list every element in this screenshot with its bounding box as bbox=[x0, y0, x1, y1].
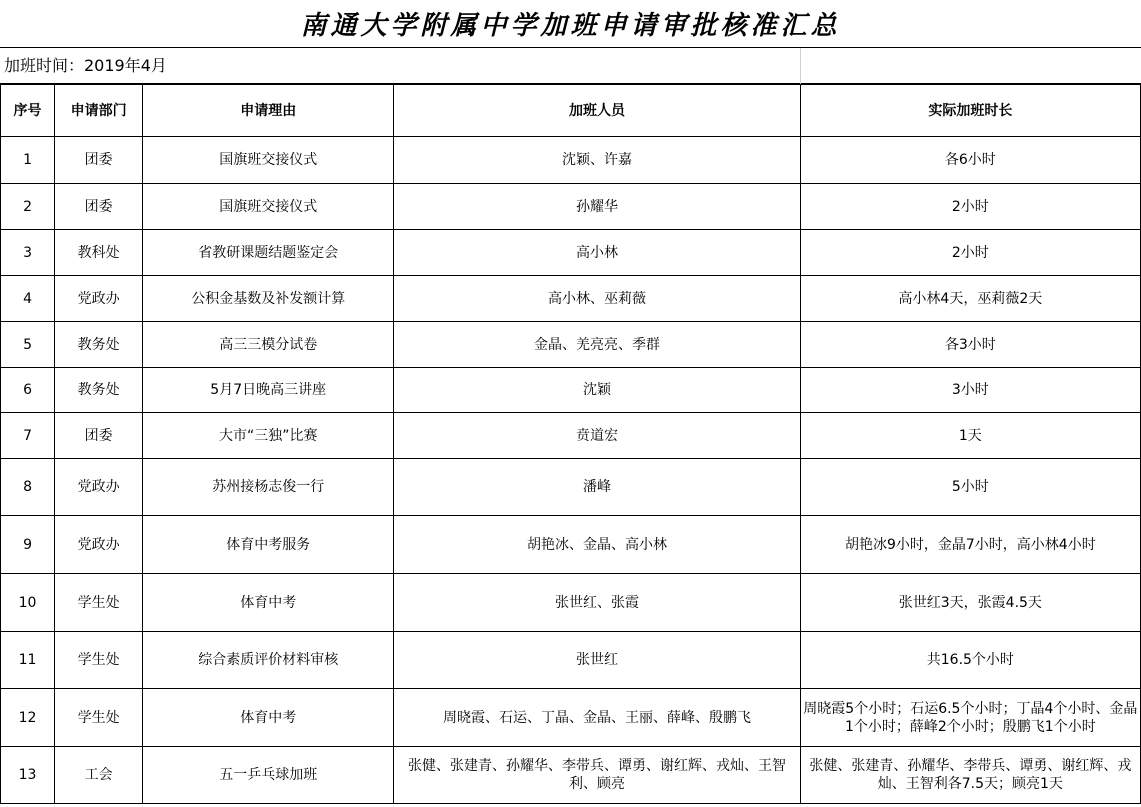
header-hours: 实际加班时长 bbox=[800, 85, 1140, 137]
cell-no: 3 bbox=[1, 230, 55, 276]
cell-dept: 团委 bbox=[55, 413, 143, 459]
cell-reason: 省教研课题结题鉴定会 bbox=[143, 230, 394, 276]
cell-staff: 孙耀华 bbox=[394, 184, 800, 230]
cell-no: 5 bbox=[1, 322, 55, 368]
cell-hours: 共16.5个小时 bbox=[800, 632, 1140, 689]
cell-no: 8 bbox=[1, 459, 55, 516]
cell-no: 9 bbox=[1, 516, 55, 574]
cell-reason: 国旗班交接仪式 bbox=[143, 137, 394, 184]
table-row bbox=[1, 322, 1141, 368]
cell-staff: 高小林、巫莉薇 bbox=[394, 276, 800, 322]
table-row bbox=[1, 632, 1141, 689]
table-row bbox=[1, 137, 1141, 184]
cell-no: 12 bbox=[1, 689, 55, 747]
cell-dept: 工会 bbox=[55, 747, 143, 804]
cell-no: 6 bbox=[1, 368, 55, 413]
cell-dept: 学生处 bbox=[55, 632, 143, 689]
sheet-title: 南通大学附属中学加班申请审批核准汇总 bbox=[300, 11, 841, 41]
cell-staff: 贲道宏 bbox=[394, 413, 800, 459]
cell-hours: 1天 bbox=[800, 413, 1140, 459]
cell-reason: 苏州接杨志俊一行 bbox=[143, 459, 394, 516]
cell-staff: 潘峰 bbox=[394, 459, 800, 516]
cell-hours: 胡艳冰9小时，金晶7小时，高小林4小时 bbox=[800, 516, 1140, 574]
cell-hours: 各3小时 bbox=[800, 322, 1140, 368]
table-row bbox=[1, 413, 1141, 459]
table-row bbox=[1, 574, 1141, 632]
cell-no: 7 bbox=[1, 413, 55, 459]
cell-reason: 公积金基数及补发额计算 bbox=[143, 276, 394, 322]
cell-hours: 5小时 bbox=[800, 459, 1140, 516]
header-staff: 加班人员 bbox=[394, 85, 800, 137]
cell-hours: 各6小时 bbox=[800, 137, 1140, 184]
cell-hours: 高小林4天，巫莉薇2天 bbox=[800, 276, 1140, 322]
cell-reason: 体育中考 bbox=[143, 574, 394, 632]
cell-staff: 张世红、张霞 bbox=[394, 574, 800, 632]
header-dept: 申请部门 bbox=[55, 85, 143, 137]
table-row bbox=[1, 276, 1141, 322]
cell-reason: 5月7日晚高三讲座 bbox=[143, 368, 394, 413]
cell-dept: 党政办 bbox=[55, 459, 143, 516]
cell-reason: 大市“三独”比赛 bbox=[143, 413, 394, 459]
table-row bbox=[1, 459, 1141, 516]
cell-no: 10 bbox=[1, 574, 55, 632]
cell-hours: 2小时 bbox=[800, 230, 1140, 276]
cell-no: 11 bbox=[1, 632, 55, 689]
table-row bbox=[1, 747, 1141, 804]
cell-staff: 周晓霞、石运、丁晶、金晶、王丽、薛峰、殷鹏飞 bbox=[394, 689, 800, 747]
overtime-table bbox=[0, 84, 1141, 804]
cell-divider bbox=[800, 48, 801, 84]
cell-dept: 教务处 bbox=[55, 322, 143, 368]
cell-dept: 团委 bbox=[55, 184, 143, 230]
cell-hours: 2小时 bbox=[800, 184, 1140, 230]
header-row bbox=[1, 85, 1141, 137]
cell-no: 4 bbox=[1, 276, 55, 322]
cell-staff: 胡艳冰、金晶、高小林 bbox=[394, 516, 800, 574]
cell-staff: 沈颖 bbox=[394, 368, 800, 413]
table-row bbox=[1, 230, 1141, 276]
sheet-title-row bbox=[0, 0, 1141, 48]
table-row bbox=[1, 689, 1141, 747]
cell-no: 1 bbox=[1, 137, 55, 184]
cell-staff: 高小林 bbox=[394, 230, 800, 276]
cell-reason: 五一乒乓球加班 bbox=[143, 747, 394, 804]
cell-staff: 沈颖、许嘉 bbox=[394, 137, 800, 184]
cell-hours: 3小时 bbox=[800, 368, 1140, 413]
cell-hours: 张健、张建青、孙耀华、李带兵、谭勇、谢红辉、戎灿、王智利各7.5天；顾亮1天 bbox=[800, 747, 1140, 804]
cell-reason: 高三三模分试卷 bbox=[143, 322, 394, 368]
table-row bbox=[1, 368, 1141, 413]
cell-hours: 周晓霞5个小时；石运6.5个小时；丁晶4个小时、金晶1个小时；薛峰2个小时；殷鹏飞1个小时 bbox=[800, 689, 1140, 747]
cell-staff: 金晶、羌亮亮、季群 bbox=[394, 322, 800, 368]
cell-staff: 张世红 bbox=[394, 632, 800, 689]
cell-reason: 体育中考 bbox=[143, 689, 394, 747]
cell-reason: 国旗班交接仪式 bbox=[143, 184, 394, 230]
header-reason: 申请理由 bbox=[143, 85, 394, 137]
cell-no: 2 bbox=[1, 184, 55, 230]
cell-no: 13 bbox=[1, 747, 55, 804]
cell-reason: 体育中考服务 bbox=[143, 516, 394, 574]
cell-hours: 张世红3天，张霞4.5天 bbox=[800, 574, 1140, 632]
cell-dept: 学生处 bbox=[55, 689, 143, 747]
cell-staff: 张健、张建青、孙耀华、李带兵、谭勇、谢红辉、戎灿、王智利、顾亮 bbox=[394, 747, 800, 804]
header-no: 序号 bbox=[1, 85, 55, 137]
cell-reason: 综合素质评价材料审核 bbox=[143, 632, 394, 689]
cell-dept: 学生处 bbox=[55, 574, 143, 632]
cell-dept: 团委 bbox=[55, 137, 143, 184]
cell-dept: 党政办 bbox=[55, 516, 143, 574]
table-row bbox=[1, 516, 1141, 574]
cell-dept: 教科处 bbox=[55, 230, 143, 276]
table-row bbox=[1, 184, 1141, 230]
cell-dept: 党政办 bbox=[55, 276, 143, 322]
overtime-period: 加班时间：2019年4月 bbox=[4, 56, 167, 75]
cell-dept: 教务处 bbox=[55, 368, 143, 413]
period-row bbox=[0, 48, 1141, 84]
